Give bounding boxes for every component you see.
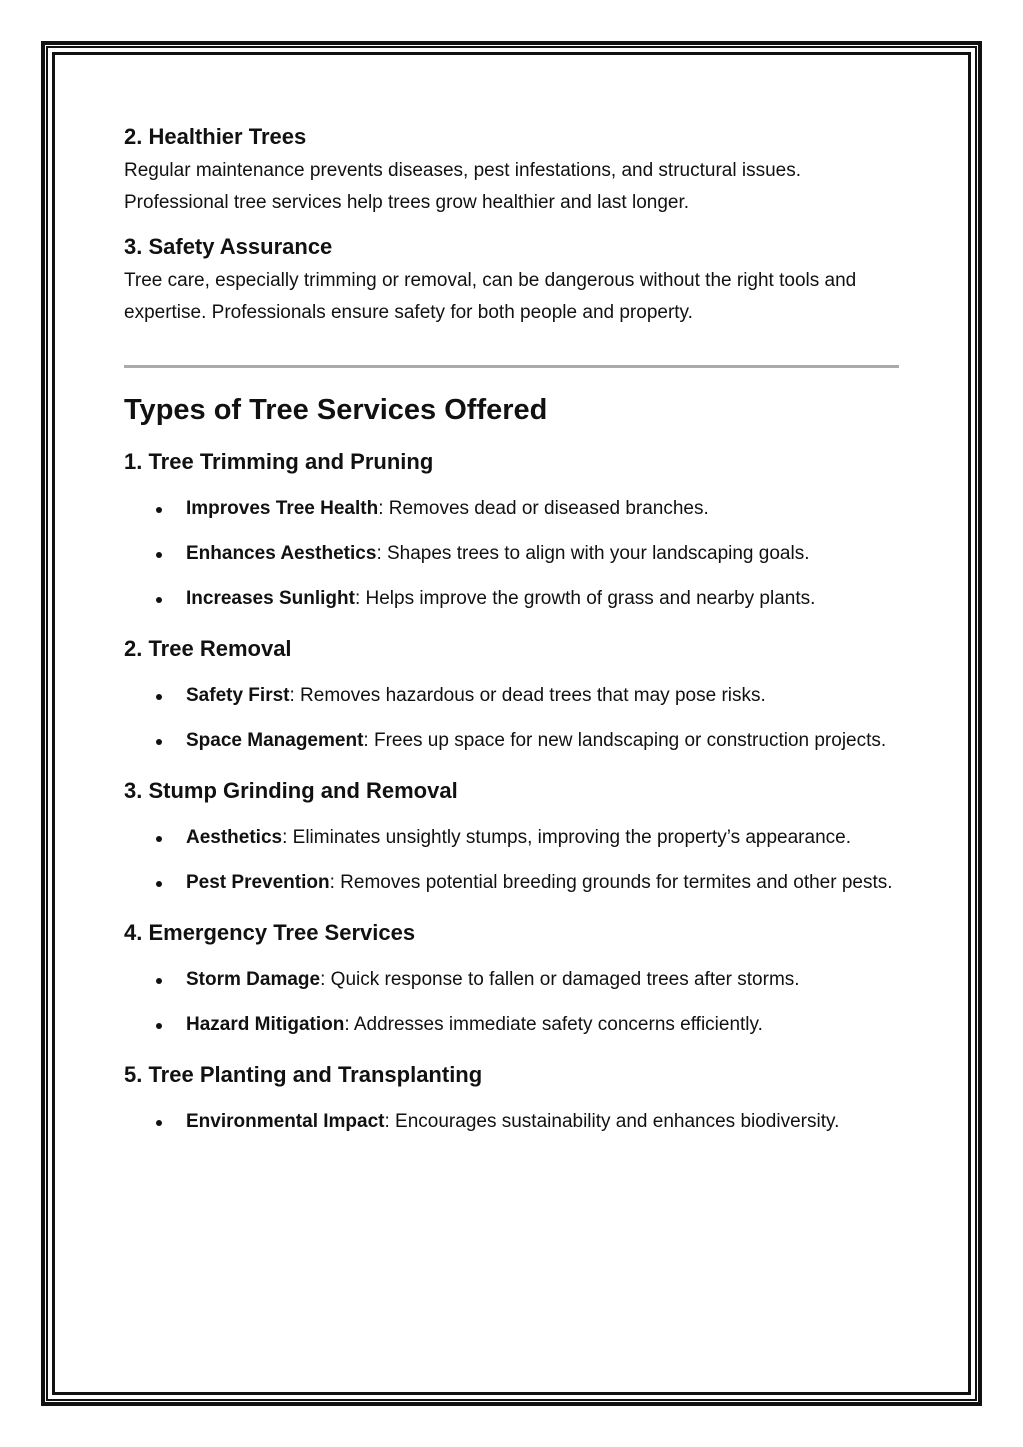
section-healthier-trees — [124, 123, 899, 219]
list-item — [124, 1106, 899, 1138]
list-item-description: : Removes hazardous or dead trees that may pose risks. — [289, 685, 766, 706]
service-heading: 2. Tree Removal — [124, 636, 292, 661]
list-item-term: Aesthetics — [186, 827, 283, 848]
list-item — [124, 1009, 899, 1041]
service-section — [124, 448, 899, 615]
list-item-description: : Removes dead or diseased branches. — [378, 498, 709, 519]
list-item — [124, 538, 899, 570]
section-safety-assurance — [124, 233, 899, 329]
service-section — [124, 919, 899, 1041]
service-section — [124, 777, 899, 899]
list-item-description: : Addresses immediate safety concerns efficiently. — [344, 1014, 763, 1035]
list-item — [124, 725, 899, 757]
bullet-list — [124, 822, 899, 899]
list-item — [124, 493, 899, 525]
service-heading: 1. Tree Trimming and Pruning — [124, 449, 434, 474]
list-item-description: : Helps improve the growth of grass and nearby plants. — [354, 588, 816, 609]
section-paragraph: Tree care, especially trimming or removal, can be dangerous without the right tools and expertise. Professionals ensure safety for both people and property. — [124, 270, 857, 323]
bullet-list — [124, 680, 899, 757]
list-item-term: Environmental Impact — [186, 1111, 385, 1132]
list-item — [124, 867, 899, 899]
list-item-description: : Encourages sustainability and enhances biodiversity. — [384, 1111, 840, 1132]
list-item — [124, 964, 899, 996]
bullet-dot-icon — [156, 978, 162, 984]
list-item-description: : Quick response to fallen or damaged trees after storms. — [320, 969, 800, 990]
service-heading: 3. Stump Grinding and Removal — [124, 778, 458, 803]
list-item-description: : Shapes trees to align with your landscaping goals. — [376, 543, 810, 564]
list-item-term: Pest Prevention — [186, 872, 330, 893]
list-item-term: Safety First — [186, 685, 290, 706]
services-list — [124, 448, 899, 1138]
list-item-description: : Frees up space for new landscaping or construction projects. — [363, 730, 887, 751]
list-item-term: Improves Tree Health — [186, 498, 379, 519]
service-section — [124, 635, 899, 757]
list-item — [124, 822, 899, 854]
section-paragraph: Regular maintenance prevents diseases, pest infestations, and structural issues. Professional tree services help trees grow healthier and last longer. — [124, 160, 801, 213]
list-item-description: : Eliminates unsightly stumps, improving the property’s appearance. — [282, 827, 851, 848]
bullet-dot-icon — [156, 739, 162, 745]
list-item-term: Enhances Aesthetics — [186, 543, 377, 564]
section-heading: 3. Safety Assurance — [124, 234, 333, 259]
document-content — [124, 123, 899, 1138]
main-heading: Types of Tree Services Offered — [124, 394, 548, 426]
bullet-list — [124, 964, 899, 1041]
section-heading: 2. Healthier Trees — [124, 124, 307, 149]
list-item-term: Hazard Mitigation — [186, 1014, 345, 1035]
horizontal-divider — [124, 365, 899, 368]
bullet-dot-icon — [156, 1120, 162, 1126]
list-item-term: Space Management — [186, 730, 364, 751]
service-heading: 4. Emergency Tree Services — [124, 920, 416, 945]
bullet-dot-icon — [156, 507, 162, 513]
service-section — [124, 1061, 899, 1138]
list-item — [124, 583, 899, 615]
list-item-term: Storm Damage — [186, 969, 321, 990]
bullet-dot-icon — [156, 1023, 162, 1029]
bullet-dot-icon — [156, 597, 162, 603]
list-item-description: : Removes potential breeding grounds for termites and other pests. — [329, 872, 893, 893]
list-item — [124, 680, 899, 712]
list-item-term: Increases Sunlight — [186, 588, 355, 609]
bullet-dot-icon — [156, 694, 162, 700]
bullet-dot-icon — [156, 836, 162, 842]
bullet-list — [124, 493, 899, 615]
bullet-list — [124, 1106, 899, 1138]
service-heading: 5. Tree Planting and Transplanting — [124, 1062, 483, 1087]
bullet-dot-icon — [156, 881, 162, 887]
bullet-dot-icon — [156, 552, 162, 558]
